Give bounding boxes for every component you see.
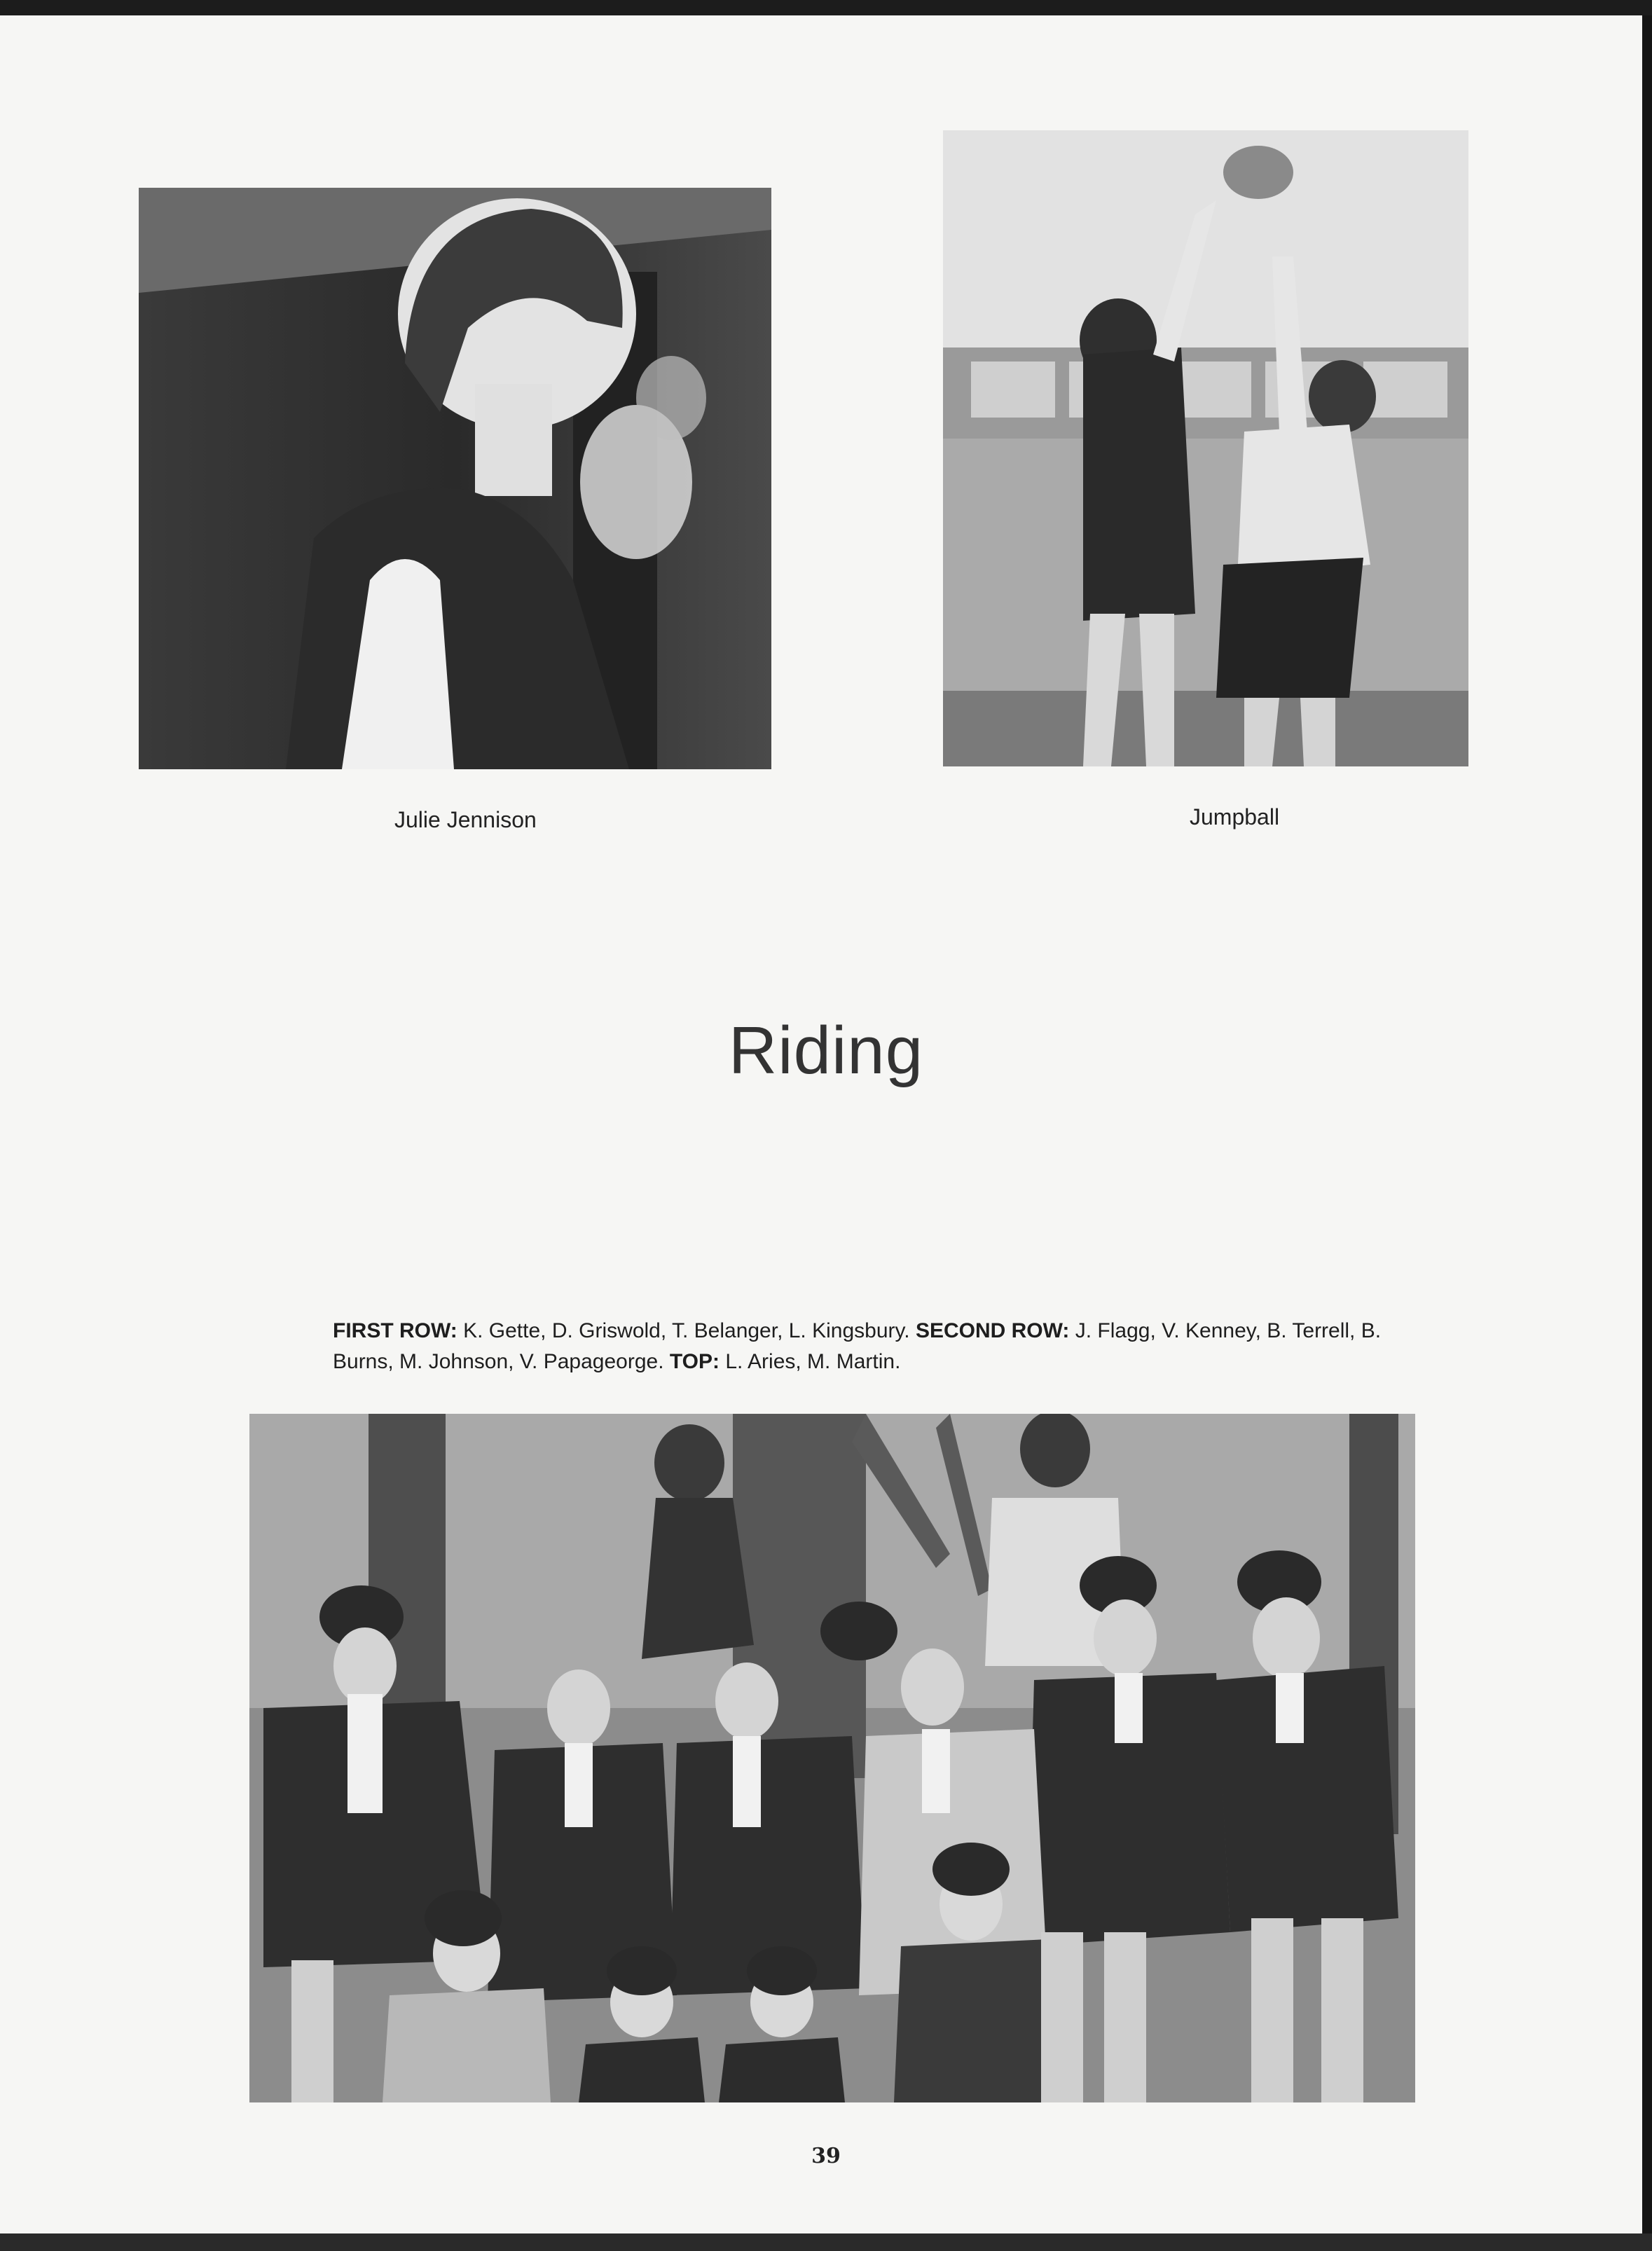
scan-bottom-border: [0, 2233, 1652, 2251]
roster-second-row-label: SECOND ROW:: [915, 1319, 1070, 1342]
roster-first-row-names: K. Gette, D. Griswold, T. Belanger, L. Kingsbury.: [457, 1319, 916, 1342]
roster-top-names: L. Aries, M. Martin.: [720, 1350, 901, 1373]
riding-team-photo: [249, 1414, 1415, 2102]
page-number: 39: [811, 2144, 841, 2168]
scan-top-border: [0, 0, 1652, 15]
photo-caption-julie: Julie Jennison: [394, 807, 537, 832]
portrait-photo: [139, 188, 771, 769]
jumpball-photo: [943, 130, 1468, 766]
roster-first-row-label: FIRST ROW:: [333, 1319, 457, 1342]
photo-caption-jumpball: Jumpball: [1190, 804, 1280, 830]
roster-top-label: TOP:: [669, 1350, 720, 1373]
roster-caption: [333, 1316, 1398, 1377]
section-title: Riding: [728, 1013, 924, 1088]
roster-second-row-names: J. Flagg, V. Kenney, B. Terrell, B. Burns, M. Johnson, V. Papageorge.: [333, 1319, 1382, 1373]
